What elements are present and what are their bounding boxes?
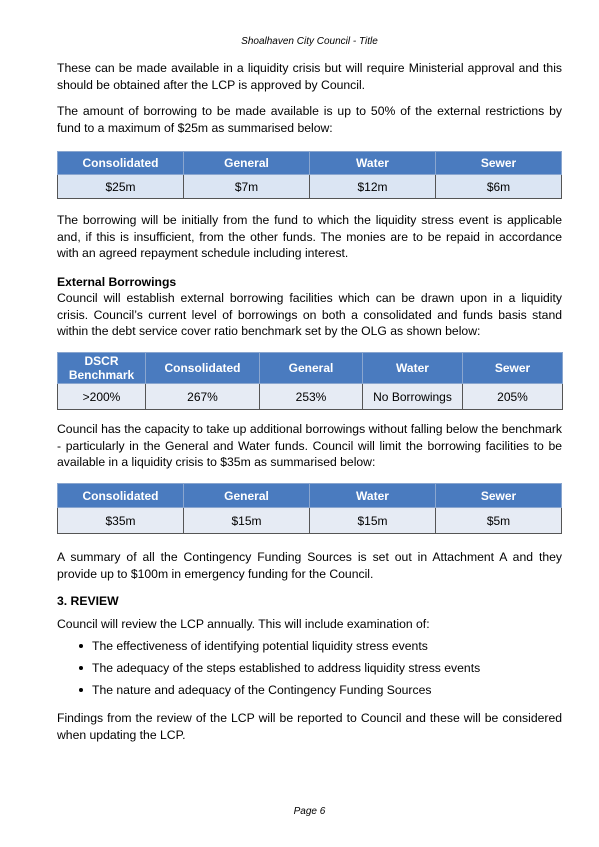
table2-header-sewer: Sewer: [463, 353, 563, 384]
table1-header-sewer: Sewer: [436, 152, 562, 175]
page-number: Page 6: [293, 806, 326, 817]
paragraph-contingency-summary: A summary of all the Contingency Funding Sources is set out in Attachment A and they provide up to $100m in emergency funding for the Council.: [57, 550, 562, 581]
review-bullet-list: [57, 638, 562, 704]
table2-header-dscr-benchmark: DSCR Benchmark: [58, 353, 146, 384]
table3-cell-sewer: $5m: [436, 508, 562, 534]
table1-cell-consolidated: $25m: [58, 175, 184, 199]
table3-header-sewer: Sewer: [436, 484, 562, 508]
table2-header-general: General: [260, 353, 363, 384]
table2-header-consolidated: Consolidated: [146, 353, 260, 384]
table1-cell-general: $7m: [184, 175, 310, 199]
table1-header-water: Water: [310, 152, 436, 175]
list-item: The nature and adequacy of the Contingency Funding Sources: [57, 682, 562, 704]
list-item: The effectiveness of identifying potential liquidity stress events: [57, 638, 562, 660]
paragraph-ministerial-approval: These can be made available in a liquidity crisis but will require Ministerial approval and this should be obtained after the LCP is approved by Council.: [57, 61, 562, 92]
table3-cell-general: $15m: [184, 508, 310, 534]
internal-borrowing-table: [57, 151, 562, 199]
table2-cell-sewer: 205%: [463, 384, 563, 410]
list-item: The adequacy of the steps established to address liquidity stress events: [57, 660, 562, 682]
table2-cell-water: No Borrowings: [363, 384, 463, 410]
table3-header-water: Water: [310, 484, 436, 508]
table2-header-water: Water: [363, 353, 463, 384]
table3-header-consolidated: Consolidated: [58, 484, 184, 508]
table1-cell-water: $12m: [310, 175, 436, 199]
table1-cell-sewer: $6m: [436, 175, 562, 199]
paragraph-external-borrowings: Council will establish external borrowing facilities which can be drawn upon in a liquidity crisis. Council’s current level of borrowings on both a consolidated and funds basis stand within the debt service cover ratio benchmark set by the OLG as shown below:: [57, 291, 562, 338]
paragraph-review-intro: Council will review the LCP annually. This will include examination of:: [57, 617, 430, 631]
table2-cell-consolidated: 267%: [146, 384, 260, 410]
table1-header-general: General: [184, 152, 310, 175]
table3-cell-water: $15m: [310, 508, 436, 534]
page-header: Shoalhaven City Council - Title: [241, 36, 378, 47]
table1-header-consolidated: Consolidated: [58, 152, 184, 175]
paragraph-borrowing-repayment: The borrowing will be initially from the fund to which the liquidity stress event is applicable and, if this is insufficient, from the other funds. The monies are to be repaid in accordance with an agreed repayment schedule including interest.: [57, 213, 562, 260]
table2-cell-benchmark: >200%: [58, 384, 146, 410]
external-borrowing-table: [57, 483, 562, 534]
table3-header-general: General: [184, 484, 310, 508]
table3-cell-consolidated: $35m: [58, 508, 184, 534]
external-borrowings-heading: External Borrowings: [57, 275, 177, 289]
dscr-benchmark-table: [57, 352, 563, 410]
paragraph-additional-borrowings: Council has the capacity to take up additional borrowings without falling below the benchmark - particularly in the General and Water funds. Council will limit the borrowing facilities to be available in a liquidity crisis to $35m as summarised below:: [57, 422, 562, 469]
paragraph-review-findings: Findings from the review of the LCP will be reported to Council and these will be considered when updating the LCP.: [57, 711, 562, 742]
paragraph-borrowing-amount: The amount of borrowing to be made available is up to 50% of the external restrictions by fund to a maximum of $25m as summarised below:: [57, 104, 562, 135]
table2-cell-general: 253%: [260, 384, 363, 410]
review-heading: 3. REVIEW: [57, 594, 119, 608]
